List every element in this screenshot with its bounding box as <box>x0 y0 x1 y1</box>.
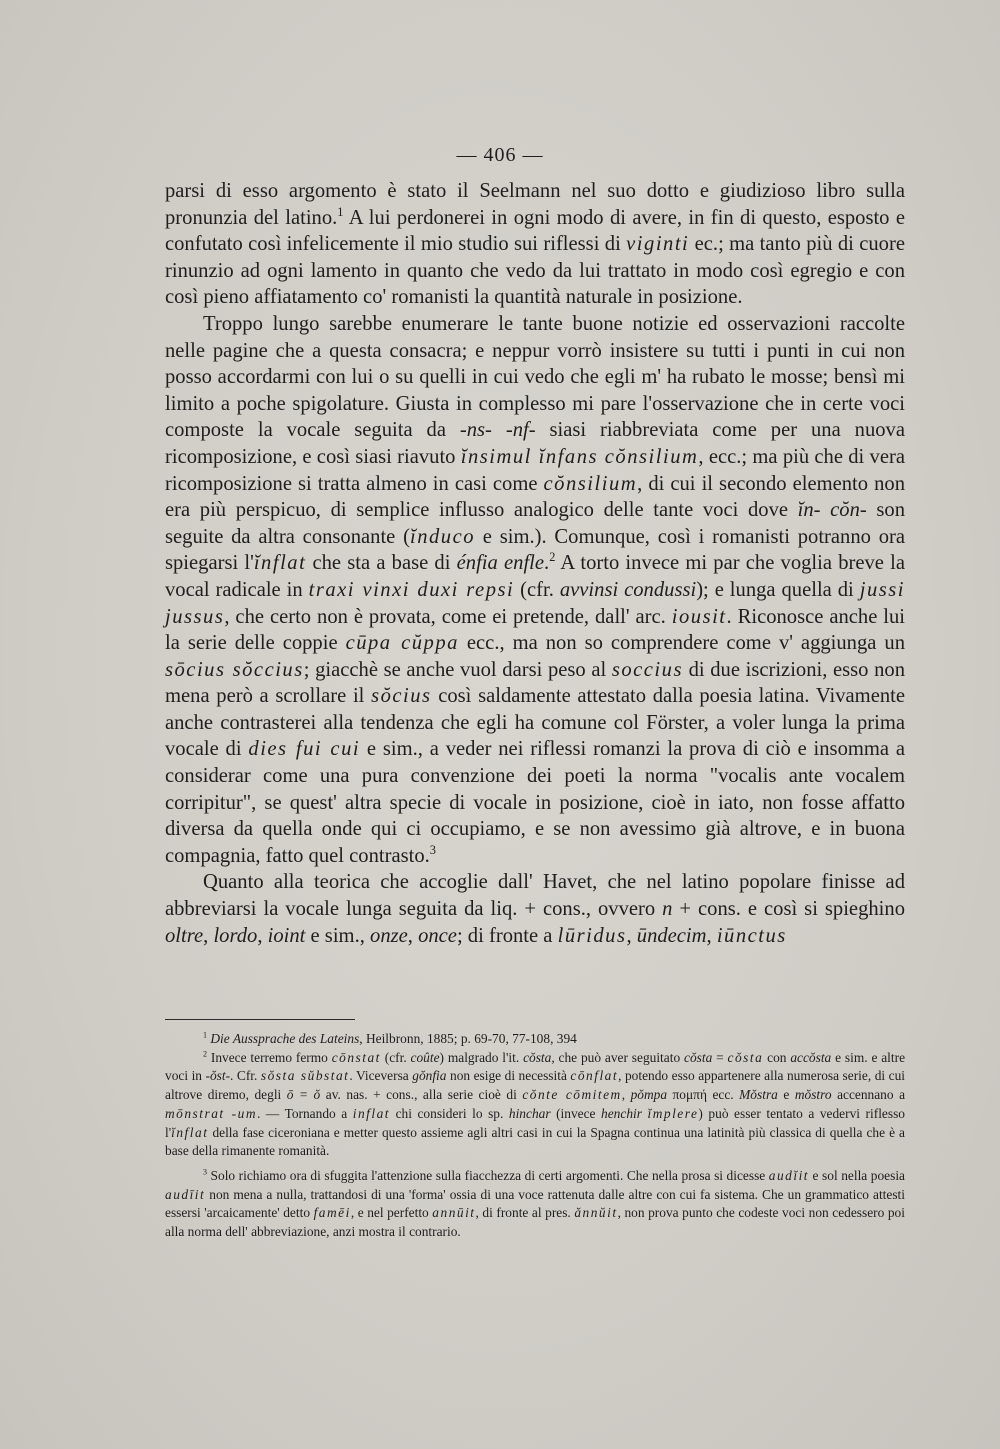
text-run: . <box>544 552 550 575</box>
italic-term: once <box>418 924 457 947</box>
footnote-marker: 3 <box>429 842 436 857</box>
text-run: A torto invece mi par che voglia breve la vocal radicale in <box>165 552 905 601</box>
italic-term: n <box>662 898 673 921</box>
text-run: accennano a <box>831 1087 906 1103</box>
text-run: che sta a base di <box>306 552 457 575</box>
text-run: . Riconosce anche lui la serie delle coppie <box>165 605 905 655</box>
footnote-marker: 2 <box>203 1049 208 1059</box>
text-run: . Cfr. <box>230 1068 261 1084</box>
text-run: non esige di necessità <box>446 1068 571 1084</box>
spaced-latin-term: audīit <box>165 1186 206 1202</box>
text-run: , ecc.; ma più che di vera ricomposizione si tratta almeno in casi come <box>165 445 905 495</box>
text-run: , <box>706 924 717 947</box>
text-run: ; giacchè se anche vuol darsi peso al <box>303 658 612 681</box>
text-run: A lui perdonerei in ogni modo di avere, in fin di questo, esposto e confutato così infelicemente il mio studio sui riflessi di <box>165 206 905 256</box>
spaced-latin-term: famēi <box>313 1205 351 1221</box>
italic-term: mŏstro <box>794 1087 832 1103</box>
footnote <box>165 1049 905 1161</box>
body-text <box>165 178 905 949</box>
italic-term: Mŏstra <box>739 1087 778 1103</box>
page-number: — 406 — <box>456 144 544 166</box>
text-run: di due iscrizioni, esso non mena però a scrollare il <box>165 658 905 708</box>
text-run: (cfr. <box>514 578 560 601</box>
footnote-marker: 1 <box>203 1030 208 1040</box>
text-run: non mena a nulla, trattandosi di una 'forma' ossia di una voce rattenuta dalle altre con cui fa sistema. Che un grammatico attesti essersi 'arcaicamente' detto <box>165 1186 905 1221</box>
spaced-latin-term: lūridus <box>557 924 627 947</box>
italic-term: henchir <box>601 1105 642 1121</box>
text-run: della fase ciceroniana e metter questo assieme agli altri casi in cui la Spagna continua una latinità più classica di quella che è a base della rimanente romanità. <box>165 1124 905 1159</box>
text-run: con <box>763 1049 791 1065</box>
text-run: e sim.). Comunque, così i romanisti potranno ora spiegarsi l' <box>165 525 906 575</box>
text-run: son seguite da altra consonante ( <box>165 499 905 548</box>
spaced-latin-term: soccius <box>611 658 683 681</box>
text-run: e <box>777 1087 795 1103</box>
italic-term: coûte <box>410 1049 440 1065</box>
spaced-latin-term: jussi jussus <box>165 578 905 628</box>
spaced-latin-term: inflat <box>352 1105 391 1121</box>
text-run: av. nas. + cons., alla serie cioè di <box>320 1087 523 1103</box>
text-run: , di cui il secondo elemento non era più perspicuo, di semplice influsso analogico delle tante voci dove <box>165 472 905 522</box>
italic-term: ō = ŏ <box>286 1087 321 1103</box>
text-run: , potendo esso appartenere alla numerosa serie, di cui altrove diremo, degli <box>165 1068 905 1103</box>
text-run: , <box>257 924 268 947</box>
spaced-latin-term: cūpa cŭppa <box>345 632 459 655</box>
italic-term: onze <box>370 924 408 947</box>
text-run: ) può esser tentato a vedervi riflesso l' <box>165 1105 905 1140</box>
paragraph <box>165 869 905 949</box>
paragraph <box>165 178 905 311</box>
text-run: , <box>407 924 419 947</box>
text-run: , <box>203 924 214 947</box>
text-run: . — Tornando a <box>257 1105 353 1121</box>
text-run: e sim. e altre voci in <box>165 1049 906 1084</box>
text-run: ecc., ma non so comprendere come v' aggiunga un <box>458 632 905 655</box>
text-run: (invece <box>550 1105 602 1121</box>
text-run: Invece terremo fermo <box>207 1049 332 1065</box>
text-run: , <box>626 924 637 947</box>
text-run: , e nel perfetto <box>350 1205 433 1221</box>
text-run: Troppo lungo sarebbe enumerare le tante buone notizie ed osservazioni raccolte nelle pagine che a questa consacra; e neppur vorrò insistere su tutti i punti in cui non posso accordarmi con lui o su quelli in cui vedo che egli m' ha rubato le mosse; bensì mi limito a poche spigolature. Giusta in complesso mi pare l'osservazione che in certe voci composte la vocale seguita da <box>165 312 905 442</box>
spaced-latin-term: ĭnsimul ĭnfans cŏnsilium <box>460 445 699 468</box>
text-run: (cfr. <box>380 1049 411 1065</box>
italic-term: cŏsta <box>684 1049 713 1065</box>
text-run: Quanto alla teorica che accoglie dall' Havet, che nel latino popolare finisse ad abbreviarsi la vocale lunga seguita da liq. + cons., ovvero <box>165 871 905 921</box>
italic-term: accŏsta <box>790 1049 832 1065</box>
spaced-latin-term: cōnstat <box>331 1049 381 1065</box>
spaced-latin-term: sŏcius <box>371 685 432 708</box>
spaced-latin-term: annūit <box>432 1205 476 1221</box>
spaced-latin-term: sōcius sŏccius <box>165 658 304 681</box>
footnote-marker: 1 <box>337 204 344 219</box>
italic-term: ĭn- cŏn- <box>797 499 867 522</box>
footnote <box>165 1030 905 1049</box>
text-run: Solo richiamo ora di sfuggita l'attenzione sulla fiacchezza di certi argomenti. Che nella prosa si dicesse <box>207 1167 769 1183</box>
text-run: ec.; ma tanto più di cuore rinunzio ad ogni lamento in quanto che vedo da lui trattato in modo così egregio e con così pieno affiatamento co' romanisti la quantità naturale in posizione. <box>165 233 905 309</box>
spaced-latin-term: cŏnte cōmitem <box>522 1087 622 1103</box>
spaced-latin-term: ănnŭit <box>574 1205 618 1221</box>
spaced-latin-term: ĭnflat <box>253 552 307 575</box>
text-run: + cons. e così si spieghino <box>672 898 905 921</box>
spaced-latin-term: ĭnflat <box>171 1124 209 1140</box>
spaced-latin-term: mōnstrat -um <box>165 1105 257 1121</box>
text-run: , <box>621 1087 631 1103</box>
italic-term: hinchar <box>508 1105 551 1121</box>
italic-term: ūndecim <box>636 924 707 947</box>
spaced-latin-term: ĭnduco <box>409 525 476 548</box>
italic-term: ioint <box>267 924 306 947</box>
italic-term: lordo <box>213 924 258 947</box>
text-run: , che può aver seguitato <box>551 1049 684 1065</box>
footnotes <box>165 1030 905 1242</box>
text-run: parsi di esso argomento è stato il Seelmann nel suo dotto e giudizioso libro sulla pronunzia del latino. <box>165 180 905 229</box>
text-run: πομπή ecc. <box>667 1087 740 1103</box>
spaced-latin-term: audĭit <box>768 1167 810 1183</box>
text-run: , Heilbronn, 1885; p. 69-70, 77-108, 394 <box>359 1031 577 1046</box>
text-run: ); e lunga quella di <box>696 578 860 601</box>
spaced-latin-term: ĭmplere <box>647 1105 699 1121</box>
text-run: e sim., <box>305 924 371 947</box>
italic-term: oltre <box>165 924 204 947</box>
spaced-latin-term: traxi vinxi duxi repsi <box>308 578 515 601</box>
text-run: così saldamente attestato dalla poesia latina. Vivamente anche contrasterei alla tendenza che egli ha comune col Förster, a voler lunga la prima vocale di <box>165 685 905 761</box>
text-run: , di fronte al pres. <box>475 1205 575 1221</box>
paragraph <box>165 311 905 869</box>
italic-term: avvinsi condussi <box>559 578 697 601</box>
text-run: . Viceversa <box>349 1068 413 1084</box>
italic-term: pŏmpa <box>630 1087 668 1103</box>
text-run: e sim., a veder nei riflessi romanzi la prova di ciò e insomma a considerar come una pura convenzione dei poeti la norma "vocalis ante vocalem corripitur", se quest' altra specie di vocale in posizione, cioè in iato, non fosse affatto diversa da quella onde qui ci occupiamo, e se non avessimo già altrove, e in buona compagnia, fatto quel contrasto. <box>165 738 905 867</box>
text-run: chi consideri lo sp. <box>390 1105 509 1121</box>
spaced-latin-term: iousit <box>671 605 727 628</box>
spaced-latin-term: viginti <box>626 233 690 256</box>
text-run: ; di fronte a <box>456 924 558 947</box>
italic-term: Die Aussprache des Lateins <box>210 1031 360 1046</box>
spaced-latin-term: iūnctus <box>716 924 787 947</box>
text-run: = <box>712 1049 728 1065</box>
spaced-latin-term: cōnflat <box>570 1068 619 1084</box>
spaced-latin-term: sŏsta sŭbstat <box>260 1068 350 1084</box>
text-run: ) malgrado l'it. <box>439 1049 524 1065</box>
italic-term: énfia enfle <box>456 552 545 575</box>
text-run: , che certo non è provata, come ei pretende, dall' arc. <box>224 605 672 628</box>
italic-term: cŏsta <box>523 1049 552 1065</box>
italic-term: -ŏst- <box>205 1068 231 1084</box>
text-run: , non prova punto che codeste voci non cedessero poi alla norma dell' abbreviazione, anzi mostra il contrario. <box>165 1205 905 1240</box>
footnote <box>165 1167 905 1242</box>
footnote-marker: 3 <box>203 1167 208 1177</box>
text-run: e sol nella poesia <box>809 1167 905 1183</box>
text-run: siasi riabbreviata come per una nuova ricomposizione, e così siasi riavuto <box>165 419 905 468</box>
italic-term: -ns- -nf- <box>459 419 536 442</box>
spaced-latin-term: dies fui cui <box>248 738 361 761</box>
italic-term: gŏnfia <box>412 1068 447 1084</box>
footnote-separator <box>165 1019 355 1020</box>
spaced-latin-term: cŏsta <box>727 1049 764 1065</box>
footnote-marker: 2 <box>549 550 556 565</box>
spaced-latin-term: cŏnsilium <box>543 472 638 495</box>
